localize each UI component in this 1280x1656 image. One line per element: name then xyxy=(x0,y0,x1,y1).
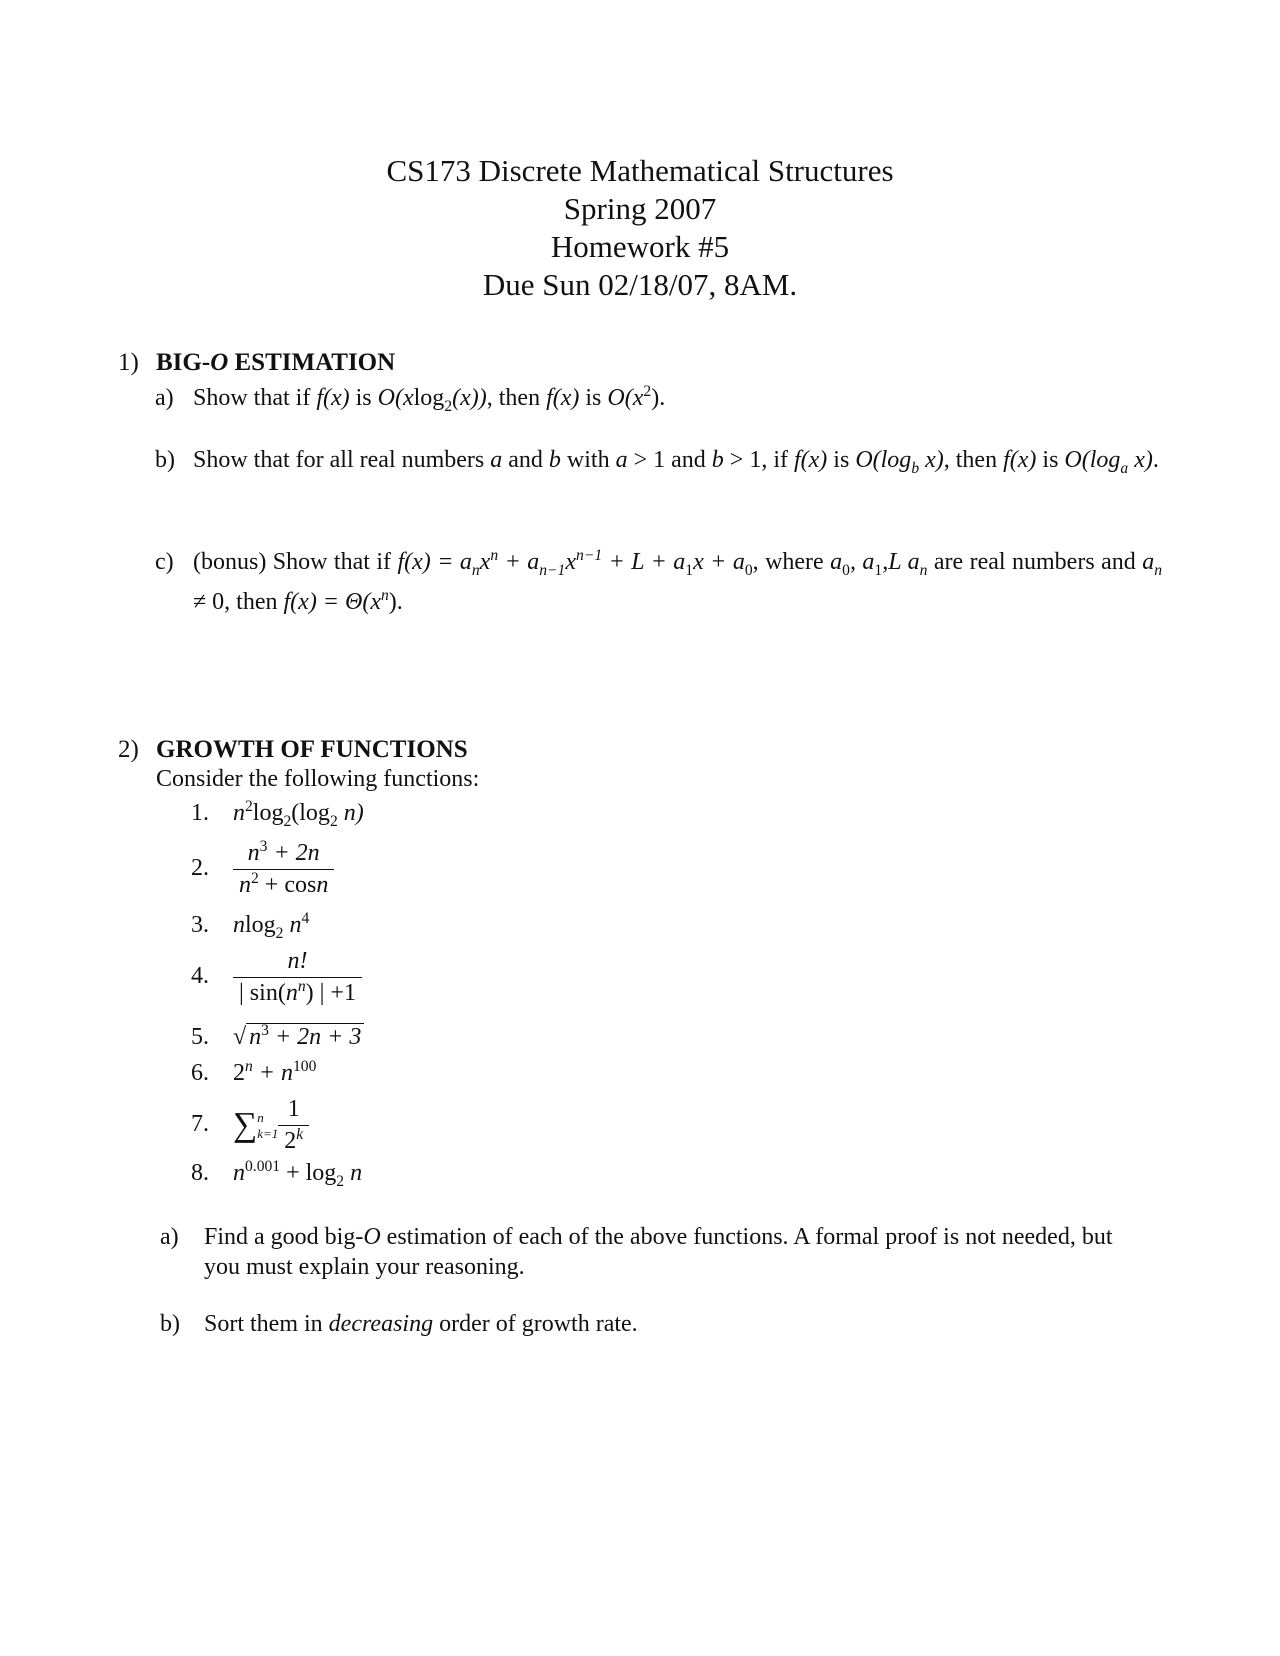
math: x + a xyxy=(693,549,745,575)
math: x xyxy=(479,549,491,575)
text: Sort them in xyxy=(204,1311,329,1337)
function-item xyxy=(191,948,362,1007)
function-item xyxy=(191,798,364,830)
text: is xyxy=(349,385,378,411)
math-sup: n xyxy=(297,978,306,995)
math: ) xyxy=(651,385,660,411)
math: f(x) = Θ(x xyxy=(283,589,381,615)
math-sup: n xyxy=(245,1058,253,1075)
math: O(x xyxy=(377,385,414,411)
math: x xyxy=(565,549,577,575)
math: n xyxy=(344,1160,363,1186)
title-part: BIG- xyxy=(156,349,211,376)
math: | sin( xyxy=(239,980,286,1006)
math: ≠ 0 xyxy=(193,589,225,615)
math-sup: 2 xyxy=(251,870,259,887)
math: n xyxy=(285,980,298,1006)
math-sub: 2 xyxy=(444,397,453,415)
question-label: a) xyxy=(160,1224,179,1250)
math-sub: a xyxy=(1120,459,1129,477)
section-1-heading xyxy=(118,348,395,378)
math-sup: 0.001 xyxy=(245,1158,281,1175)
math-sup: n xyxy=(380,587,389,604)
summation-limits xyxy=(257,1110,278,1142)
item-number: 1. xyxy=(191,800,209,826)
math: 2 xyxy=(233,1060,245,1086)
math-sub: n−1 xyxy=(539,561,566,579)
text: estimation of each of the above functions. A formal proof is not needed, but you must explain your reasoning. xyxy=(204,1224,1113,1280)
math-sup: 2 xyxy=(245,798,253,815)
math-sub: 0 xyxy=(842,561,850,579)
math: + n xyxy=(252,1060,293,1086)
math: a xyxy=(830,549,843,575)
fraction xyxy=(233,840,334,899)
math: ) xyxy=(388,589,397,615)
text: Show that if xyxy=(193,385,317,411)
math: + a xyxy=(498,549,540,575)
function-item xyxy=(191,840,334,899)
math-sup: n xyxy=(490,547,499,564)
emphasis: decreasing xyxy=(328,1311,434,1337)
math: (x)) xyxy=(452,385,487,411)
item-number: 7. xyxy=(191,1111,209,1138)
item-number: 3. xyxy=(191,912,209,938)
math: f(x) xyxy=(793,447,828,473)
item-number: 2. xyxy=(191,855,209,882)
math-sub: b xyxy=(911,459,920,477)
text: . xyxy=(1152,447,1159,473)
math-sup: 4 xyxy=(301,910,310,927)
function-item xyxy=(191,1024,364,1051)
math: ) | +1 xyxy=(305,980,356,1006)
text: , then xyxy=(943,447,1004,473)
text: is xyxy=(827,447,856,473)
problem-label: b) xyxy=(155,447,175,473)
math-sub: n xyxy=(1154,561,1163,579)
text: is xyxy=(1036,447,1065,473)
math: n xyxy=(233,912,245,938)
section-number: 1) xyxy=(118,349,139,376)
math: + cos xyxy=(258,872,317,898)
math: f(x) xyxy=(1003,447,1037,473)
section-2-intro: Consider the following functions: xyxy=(156,766,480,792)
math-sup: k xyxy=(296,1126,304,1143)
numerator xyxy=(233,840,334,869)
math: n! xyxy=(287,948,308,974)
math: O(log xyxy=(855,447,912,473)
title-part: ESTIMATION xyxy=(228,349,396,376)
math: O(x xyxy=(607,385,644,411)
math: b xyxy=(711,447,724,473)
text: , then xyxy=(486,385,547,411)
math-sub: 2 xyxy=(336,1172,345,1190)
math-sub: 2 xyxy=(283,812,292,830)
math: n) xyxy=(337,800,364,826)
math: + log xyxy=(280,1160,337,1186)
text: Find a good big- xyxy=(204,1224,364,1250)
numerator xyxy=(233,948,362,977)
math-sup: 3 xyxy=(259,838,268,855)
text: . xyxy=(396,589,403,615)
math: log xyxy=(252,800,284,826)
section-title: GROWTH OF FUNCTIONS xyxy=(156,736,468,763)
function-item xyxy=(191,1158,363,1190)
math-sup: 3 xyxy=(261,1022,269,1039)
fraction xyxy=(233,948,362,1007)
math: n xyxy=(283,912,302,938)
question-text xyxy=(204,1222,1120,1282)
math: b xyxy=(548,447,561,473)
text: > 1 and xyxy=(627,447,712,473)
section-2-heading xyxy=(118,735,468,765)
math: , a xyxy=(849,549,875,575)
problem-label: c) xyxy=(155,549,174,575)
text: is xyxy=(579,385,608,411)
function-item xyxy=(191,1060,316,1087)
math-sub: 1 xyxy=(685,561,694,579)
math: + L + a xyxy=(602,549,686,575)
math: + 2n xyxy=(267,840,320,866)
math: a xyxy=(1142,549,1155,575)
section-number: 2) xyxy=(118,736,139,763)
text: > 1, if xyxy=(723,447,794,473)
text: order of growth rate. xyxy=(433,1311,638,1337)
fraction xyxy=(278,1096,309,1155)
question-2b xyxy=(160,1309,1120,1339)
math-sup: 2 xyxy=(643,383,652,400)
math: log xyxy=(413,385,445,411)
radicand xyxy=(246,1023,364,1050)
math-sub: 2 xyxy=(275,924,284,942)
math-sub: 2 xyxy=(329,812,338,830)
text: are real numbers and xyxy=(927,549,1143,575)
math: O xyxy=(363,1224,381,1250)
math: O(log xyxy=(1064,447,1121,473)
text: Show that for all real numbers xyxy=(193,447,491,473)
item-number: 5. xyxy=(191,1024,209,1050)
question-2a xyxy=(160,1222,1120,1282)
math: x) xyxy=(919,447,944,473)
function-item xyxy=(191,1096,309,1155)
math: a xyxy=(615,447,628,473)
math: n xyxy=(247,840,260,866)
question-label: b) xyxy=(160,1311,180,1337)
numerator: 1 xyxy=(287,1096,300,1122)
problem-label: a) xyxy=(155,385,174,411)
function-item xyxy=(191,910,310,942)
math-sub: 0 xyxy=(744,561,753,579)
square-root xyxy=(233,1024,364,1051)
math: x) xyxy=(1128,447,1153,473)
denominator xyxy=(233,977,362,1007)
math-sup: n−1 xyxy=(576,547,603,564)
radical-sign: √ xyxy=(233,1024,247,1050)
math: f(x) = a xyxy=(397,549,472,575)
title-part: O xyxy=(210,349,229,376)
math: ,L a xyxy=(882,549,920,575)
math: f(x) xyxy=(546,385,580,411)
math: + 2n + 3 xyxy=(268,1024,362,1050)
item-number: 6. xyxy=(191,1060,209,1086)
section-title xyxy=(156,349,395,376)
text: . xyxy=(659,385,666,411)
sum-upper: n xyxy=(257,1109,264,1125)
course-title: CS173 Discrete Mathematical Structures xyxy=(386,153,894,188)
math-sup: 100 xyxy=(293,1058,317,1075)
text: with xyxy=(560,447,616,473)
sum-lower: k=1 xyxy=(257,1125,279,1141)
denominator xyxy=(233,869,334,899)
problem-1c xyxy=(155,542,1162,622)
math: n xyxy=(239,872,251,898)
assignment-title: Homework #5 xyxy=(550,229,730,264)
text: and xyxy=(502,447,549,473)
problem-text xyxy=(193,378,1162,418)
text: (bonus) Show that if xyxy=(193,549,398,575)
question-text xyxy=(204,1309,1120,1339)
math-sub: 1 xyxy=(874,561,883,579)
text: , where xyxy=(752,549,831,575)
document-header xyxy=(0,152,1280,304)
text: , then xyxy=(224,589,284,615)
math: (log xyxy=(291,800,330,826)
math: log xyxy=(245,912,276,938)
denominator xyxy=(278,1125,309,1155)
due-date: Due Sun 02/18/07, 8AM. xyxy=(482,267,798,302)
math-sub: n xyxy=(919,561,928,579)
math: n xyxy=(233,1160,245,1186)
math: 2 xyxy=(284,1128,297,1154)
math-sub: n xyxy=(471,561,480,579)
item-number: 8. xyxy=(191,1160,209,1186)
math: a xyxy=(490,447,503,473)
math: n xyxy=(249,1024,262,1050)
item-number: 4. xyxy=(191,963,209,990)
math: n xyxy=(233,800,245,826)
math: f(x) xyxy=(316,385,350,411)
term: Spring 2007 xyxy=(563,191,717,226)
problem-text xyxy=(193,542,1162,622)
math: n xyxy=(316,872,329,898)
problem-1a xyxy=(155,378,1162,418)
problem-1b xyxy=(155,440,1162,480)
summation-sign: ∑ xyxy=(233,1106,258,1144)
problem-text xyxy=(193,440,1162,480)
